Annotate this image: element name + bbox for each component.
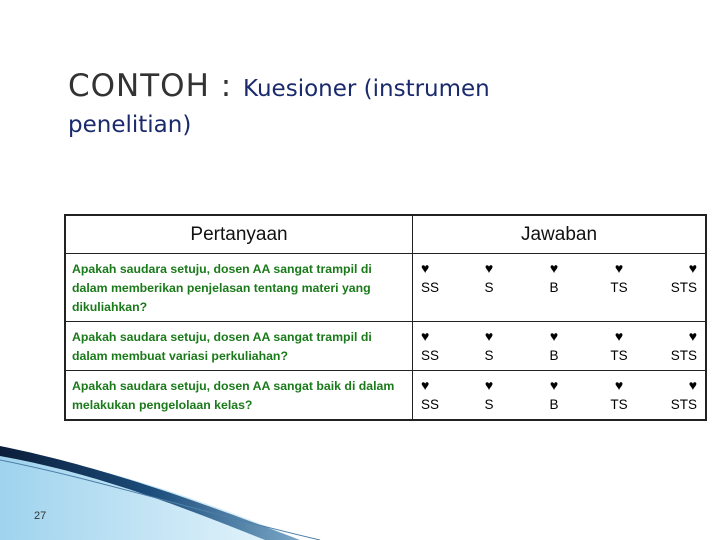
heart-icon: ♥ xyxy=(688,377,697,393)
option-label: SS xyxy=(421,397,440,412)
option-b[interactable] xyxy=(527,258,581,298)
table-row xyxy=(65,254,706,322)
heart-icon: ♥ xyxy=(549,377,559,393)
option-s[interactable] xyxy=(462,258,516,298)
option-label: S xyxy=(484,280,494,295)
heart-icon: ♥ xyxy=(549,328,559,344)
option-label: STS xyxy=(670,397,697,412)
question-cell: Apakah saudara setuju, dosen AA sangat trampil di dalam memberikan penjelasan tentang materi yang dikuliahkan? xyxy=(65,254,413,322)
option-ss[interactable] xyxy=(421,375,451,415)
table-row xyxy=(65,322,706,371)
option-label: TS xyxy=(610,397,628,412)
table-row xyxy=(65,371,706,421)
option-label: SS xyxy=(421,280,440,295)
heart-icon: ♥ xyxy=(614,328,624,344)
decorative-swoosh xyxy=(0,440,720,540)
option-label: B xyxy=(549,397,559,412)
option-s[interactable] xyxy=(462,375,516,415)
questionnaire-table xyxy=(64,214,707,421)
option-ss[interactable] xyxy=(421,326,451,366)
heart-icon: ♥ xyxy=(421,377,430,393)
heart-icon: ♥ xyxy=(484,260,494,276)
title-subtitle-line2: penelitian) xyxy=(68,112,192,138)
page-number: 27 xyxy=(34,510,47,522)
option-label: S xyxy=(484,348,494,363)
option-sts[interactable] xyxy=(657,258,697,298)
heart-icon: ♥ xyxy=(421,260,430,276)
title-main: CONTOH : xyxy=(68,68,244,104)
heart-icon: ♥ xyxy=(484,328,494,344)
heart-icon: ♥ xyxy=(484,377,494,393)
option-label: B xyxy=(549,348,559,363)
header-pertanyaan: Pertanyaan xyxy=(65,215,413,254)
option-ss[interactable] xyxy=(421,258,451,298)
heart-icon: ♥ xyxy=(614,377,624,393)
heart-icon: ♥ xyxy=(688,328,697,344)
option-ts[interactable] xyxy=(592,375,646,415)
answer-cell xyxy=(413,322,707,371)
option-ts[interactable] xyxy=(592,258,646,298)
option-ts[interactable] xyxy=(592,326,646,366)
header-jawaban: Jawaban xyxy=(413,215,707,254)
slide-title xyxy=(68,62,668,140)
table-header-row xyxy=(65,215,706,254)
option-label: B xyxy=(549,280,559,295)
heart-icon: ♥ xyxy=(549,260,559,276)
option-b[interactable] xyxy=(527,375,581,415)
question-cell: Apakah saudara setuju, dosen AA sangat trampil di dalam membuat variasi perkuliahan? xyxy=(65,322,413,371)
question-cell: Apakah saudara setuju, dosen AA sangat baik di dalam melakukan pengelolaan kelas? xyxy=(65,371,413,421)
heart-icon: ♥ xyxy=(688,260,697,276)
option-label: TS xyxy=(610,280,628,295)
heart-icon: ♥ xyxy=(614,260,624,276)
answer-options xyxy=(421,258,697,298)
answer-cell xyxy=(413,371,707,421)
option-b[interactable] xyxy=(527,326,581,366)
option-sts[interactable] xyxy=(657,326,697,366)
option-label: STS xyxy=(670,280,697,295)
heart-icon: ♥ xyxy=(421,328,430,344)
option-label: STS xyxy=(670,348,697,363)
option-label: S xyxy=(484,397,494,412)
title-subtitle-line1: Kuesioner (instrumen xyxy=(243,76,490,102)
answer-options xyxy=(421,375,697,415)
option-s[interactable] xyxy=(462,326,516,366)
answer-cell xyxy=(413,254,707,322)
option-sts[interactable] xyxy=(657,375,697,415)
option-label: TS xyxy=(610,348,628,363)
option-label: SS xyxy=(421,348,440,363)
answer-options xyxy=(421,326,697,366)
